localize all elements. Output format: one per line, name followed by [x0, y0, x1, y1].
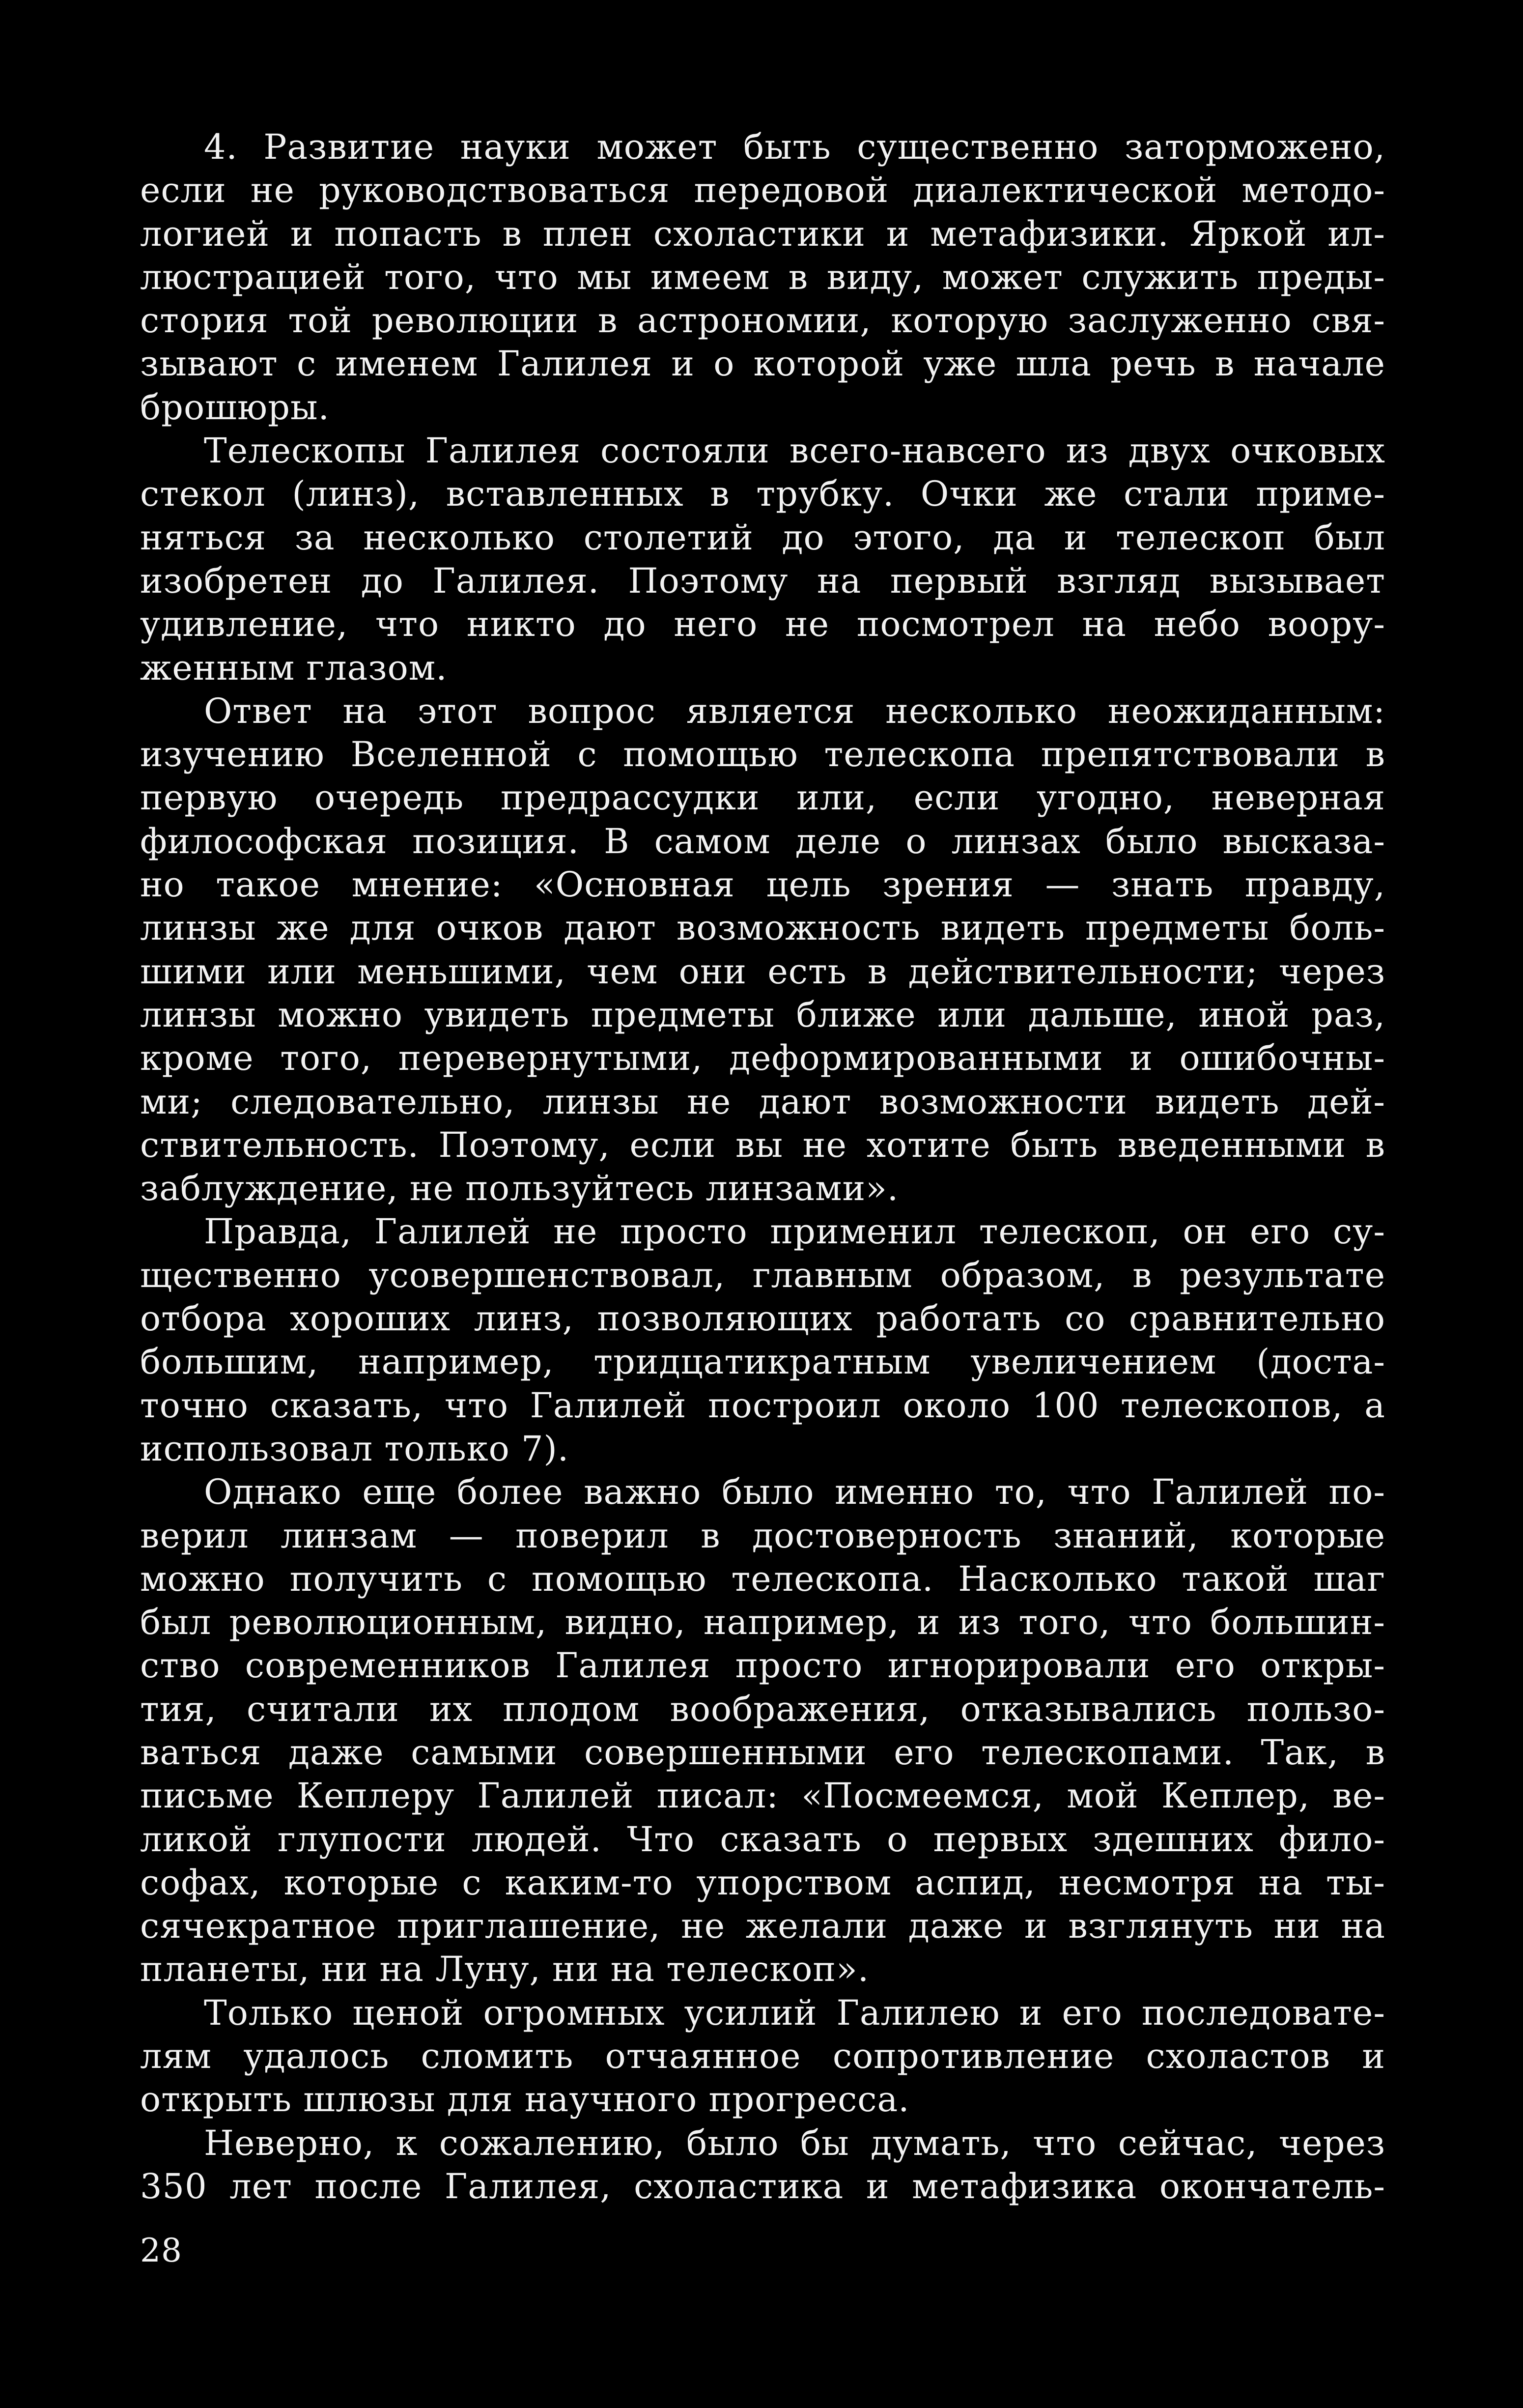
text-line: заблуждение, не пользуйтесь линзами».	[140, 1168, 899, 1209]
text-line: использовал только 7).	[140, 1428, 569, 1469]
text-line: Однако еще более важно было именно то, что Галилей по-	[204, 1472, 1385, 1513]
text-line: верил линзам — поверил в достоверность знаний, которые	[140, 1515, 1385, 1556]
text-line: 350 лет после Галилея, схоластика и метафизика окончатель-	[140, 2166, 1385, 2207]
text-line: 4. Развитие науки может быть существенно заторможено,	[204, 127, 1385, 167]
text-line: тия, считали их плодом воображения, отказывались пользо-	[140, 1689, 1385, 1729]
text-line: женным глазом.	[140, 647, 448, 688]
text-line: отбора хороших линз, позволяющих работать со сравнительно	[140, 1298, 1385, 1339]
text-line: ми; следовательно, линзы не дают возможности видеть дей-	[140, 1081, 1385, 1122]
text-line: софах, которые с каким-то упорством аспид, несмотря на ты-	[140, 1862, 1385, 1903]
text-line: стекол (линз), вставленных в трубку. Очки же стали приме-	[140, 474, 1385, 515]
text-line: шими или меньшими, чем они есть в действительности; через	[140, 951, 1385, 992]
page-number: 28	[140, 2232, 182, 2269]
text-line: Правда, Галилей не просто применил телескоп, он его су-	[204, 1211, 1385, 1252]
text-line: большим, например, тридцатикратным увеличением (доста-	[140, 1342, 1385, 1382]
text-line: линзы можно увидеть предметы ближе или дальше, иной раз,	[140, 994, 1385, 1035]
text-line: можно получить с помощью телескопа. Насколько такой шаг	[140, 1558, 1385, 1599]
text-line: стория той революции в астрономии, которую заслуженно свя-	[140, 300, 1385, 341]
text-line: точно сказать, что Галилей построил около 100 телескопов, а	[140, 1385, 1385, 1426]
text-line: кроме того, перевернутыми, деформированными и ошибочны-	[140, 1038, 1385, 1079]
text-line: люстрацией того, что мы имеем в виду, может служить преды-	[140, 257, 1385, 297]
text-line: планеты, ни на Луну, ни на телескоп».	[140, 1949, 870, 1990]
text-line: был революционным, видно, например, и из того, что большин-	[140, 1602, 1385, 1643]
text-line: Неверно, к сожалению, было бы думать, что сейчас, через	[204, 2122, 1385, 2163]
text-line: лям удалось сломить отчаянное сопротивление схоластов и	[140, 2036, 1385, 2077]
text-line: изобретен до Галилея. Поэтому на первый взгляд вызывает	[140, 560, 1385, 601]
text-line: ство современников Галилея просто игнорировали его откры-	[140, 1645, 1385, 1686]
text-line: ликой глупости людей. Что сказать о первых здешних фило-	[140, 1819, 1385, 1860]
text-line: открыть шлюзы для научного прогресса.	[140, 2079, 910, 2120]
text-line: ваться даже самыми совершенными его телескопами. Так, в	[140, 1732, 1385, 1773]
text-line: щественно усовершенствовал, главным образом, в результате	[140, 1255, 1385, 1295]
text-line: Только ценой огромных усилий Галилею и его последовате-	[204, 1992, 1385, 2033]
text-line: первую очередь предрассудки или, если угодно, неверная	[140, 777, 1385, 818]
text-line: изучению Вселенной с помощью телескопа препятствовали в	[140, 734, 1385, 775]
text-line: няться за несколько столетий до этого, да и телескоп был	[140, 517, 1385, 558]
text-line: философская позиция. В самом деле о линзах было высказа-	[140, 821, 1385, 861]
page-body-text	[140, 125, 1385, 2208]
text-line: Ответ на этот вопрос является несколько неожиданным:	[204, 690, 1385, 731]
text-line: письме Кеплеру Галилей писал: «Посмеемся, мой Кеплер, ве-	[140, 1776, 1385, 1816]
text-line: линзы же для очков дают возможность видеть предметы боль-	[140, 908, 1385, 948]
text-line: сячекратное приглашение, не желали даже и взглянуть ни на	[140, 1906, 1385, 1947]
text-line: логией и попасть в плен схоластики и метафизики. Яркой ил-	[140, 213, 1385, 254]
text-line: если не руководствоваться передовой диалектической методо-	[140, 170, 1385, 211]
text-line: брошюры.	[140, 387, 330, 428]
text-line: удивление, что никто до него не посмотрел на небо воору-	[140, 604, 1385, 645]
text-line: зывают с именем Галилея и о которой уже шла речь в начале	[140, 344, 1385, 384]
text-line: ствительность. Поэтому, если вы не хотите быть введенными в	[140, 1124, 1385, 1165]
text-line: Телескопы Галилея состояли всего-навсего из двух очковых	[204, 430, 1385, 471]
text-line: но такое мнение: «Основная цель зрения — знать правду,	[140, 864, 1385, 905]
